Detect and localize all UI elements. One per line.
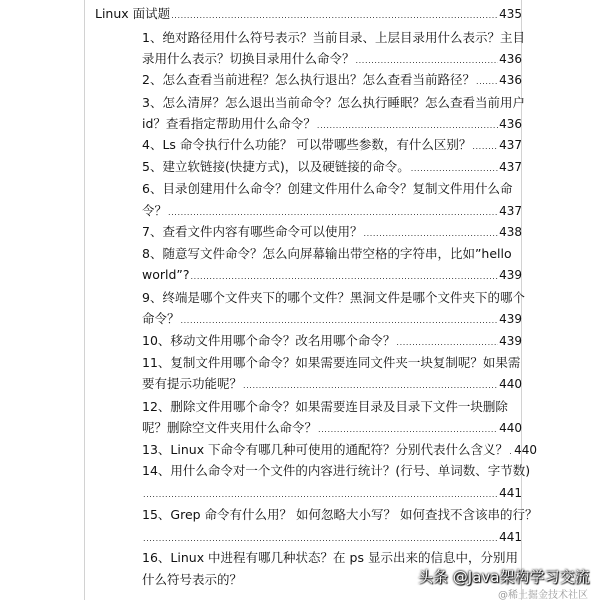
- toc-entry-text: 8、随意写文件命令？怎么向屏幕输出带空格的字符串，比如”hello: [142, 246, 512, 261]
- toc-entry-text: 15、Grep 命令有什么用？ 如何忽略大小写？ 如何查找不含该串的行？: [142, 507, 538, 522]
- toc-page-number: 439: [499, 334, 522, 348]
- toc-entry-text: id？查看指定帮助用什么命令？: [142, 116, 316, 131]
- toc-page-number: 440: [499, 377, 522, 391]
- toc-entry-7[interactable]: [142, 224, 522, 242]
- toc-entry-14[interactable]: [142, 463, 530, 479]
- toc-entry-text: 要有提示功能呢？: [142, 376, 243, 391]
- toc-leader-dots: [363, 226, 498, 242]
- toc-entry-3-cont[interactable]: [142, 116, 522, 134]
- toc-entry-9[interactable]: [142, 290, 525, 306]
- toc-entry-text: 4、Ls 命令执行什么功能？ 可以带哪些参数，有什么区别？: [142, 137, 472, 152]
- toc-entry-16[interactable]: [142, 550, 518, 566]
- watermark-juejin: @稀土掘金技术社区: [498, 590, 588, 601]
- toc-page-number: 441: [499, 486, 522, 500]
- toc-heading[interactable]: [95, 6, 522, 24]
- toc-entry-text: 呢？删除空文件夹用什么命令？: [142, 420, 318, 435]
- toc-leader-dots: [411, 161, 498, 177]
- toc-page-number: 439: [499, 268, 522, 282]
- toc-page-number: 436: [499, 117, 522, 131]
- toc-entry-8-cont[interactable]: [142, 267, 522, 285]
- toc-entry-text: 6、目录创建用什么命令？创建文件用什么命令？复制文件用什么命: [142, 181, 513, 196]
- toc-entry-text: 9、终端是哪个文件夹下的哪个文件？黑洞文件是哪个文件夹下的哪个: [142, 290, 525, 305]
- toc-entry-9-cont[interactable]: [142, 311, 522, 329]
- toc-heading-text: Linux 面试题: [95, 6, 171, 21]
- toc-entry-6[interactable]: [142, 181, 512, 197]
- toc-entry-10[interactable]: [142, 333, 522, 351]
- toc-entry-text: world”?: [142, 267, 190, 282]
- toc-leader-dots: [191, 269, 499, 285]
- toc-page-number: 436: [499, 52, 522, 66]
- toc-entry-1[interactable]: [142, 30, 525, 46]
- toc-entry-text: 什么符号表示的？: [142, 572, 243, 587]
- toc-leader-dots: [318, 422, 498, 438]
- toc-page-number: 436: [499, 73, 522, 87]
- toc-entry-text: 7、查看文件内容有哪些命令可以使用？: [142, 224, 363, 239]
- toc-entry-12-cont[interactable]: [142, 420, 522, 438]
- toc-leader-dots: [356, 53, 499, 69]
- toc-leader-dots: [143, 487, 498, 503]
- toc-leader-dots: [396, 335, 498, 351]
- toc-entry-8[interactable]: [142, 246, 512, 262]
- toc-page-number: 440: [514, 443, 537, 457]
- toc-leader-dots: [509, 444, 513, 460]
- toc-entry-text: 13、Linux 下命令有哪几种可使用的通配符？分别代表什么含义？: [142, 442, 509, 457]
- toc-entry-text: 命令？: [142, 311, 180, 326]
- toc-entry-6-cont[interactable]: [142, 203, 522, 221]
- toc-entry-3[interactable]: [142, 95, 525, 111]
- toc-entry-text: 16、Linux 中进程有哪几种状态？在 ps 显示出来的信息中，分别用: [142, 550, 518, 565]
- toc-entry-text: 录用什么表示？切换目录用什么命令？: [142, 51, 355, 66]
- toc-entry-text: 5、建立软链接(快捷方式)，以及硬链接的命令。: [142, 159, 410, 174]
- toc-leader-dots: [317, 118, 498, 134]
- toc-entry-1-cont[interactable]: [142, 51, 522, 69]
- toc-entry-11[interactable]: [142, 355, 520, 371]
- toc-entry-text: 10、移动文件用哪个命令？改名用哪个命令？: [142, 333, 396, 348]
- toc-entry-16-cont[interactable]: [142, 572, 242, 588]
- toc-entry-13[interactable]: [142, 442, 537, 460]
- toc-entry-text: 3、怎么清屏？怎么退出当前命令？怎么执行睡眠？怎么查看当前用户: [142, 95, 525, 110]
- toc-page-number: 437: [499, 204, 522, 218]
- toc-leader-dots: [472, 139, 498, 155]
- toc-leader-dots: [171, 8, 498, 24]
- toc-page-number: 439: [499, 312, 522, 326]
- toc-leader-dots: [476, 74, 498, 90]
- watermark-toutiao: 头条 @Java架构学习交流: [418, 568, 590, 586]
- toc-entry-2[interactable]: [142, 72, 522, 90]
- toc-entry-text: 令？: [142, 203, 168, 218]
- toc-entry-4[interactable]: [142, 137, 522, 155]
- toc-entry-12[interactable]: [142, 399, 508, 415]
- toc-entry-text: 1、绝对路径用什么符号表示？当前目录、上层目录用什么表示？主目: [142, 30, 525, 45]
- toc-entry-text: 11、复制文件用哪个命令？如果需要连同文件夹一块复制呢？如果需: [142, 355, 521, 370]
- toc-entry-text: 14、用什么命令对一个文件的内容进行统计？(行号、单词数、字节数): [142, 463, 531, 478]
- toc-entry-text: 2、怎么查看当前进程？怎么执行退出？怎么查看当前路径？: [142, 72, 475, 87]
- toc-entry-15-cont[interactable]: [142, 529, 522, 547]
- toc-page-number: 437: [499, 138, 522, 152]
- toc-leader-dots: [243, 378, 498, 394]
- toc-leader-dots: [181, 313, 499, 329]
- toc-page-number: 440: [499, 421, 522, 435]
- toc-page-number: 437: [499, 160, 522, 174]
- toc-page-number: 435: [499, 7, 522, 21]
- toc-entry-11-cont[interactable]: [142, 376, 522, 394]
- toc-page-number: 438: [499, 225, 522, 239]
- toc-leader-dots: [143, 531, 498, 547]
- toc-entry-5[interactable]: [142, 159, 522, 177]
- toc-page-number: 441: [499, 530, 522, 544]
- toc-entry-15[interactable]: [142, 507, 538, 523]
- toc-leader-dots: [168, 205, 498, 221]
- toc-entry-14-cont[interactable]: [142, 485, 522, 503]
- toc-entry-text: 12、删除文件用哪个命令？如果需要连目录及目录下文件一块删除: [142, 399, 508, 414]
